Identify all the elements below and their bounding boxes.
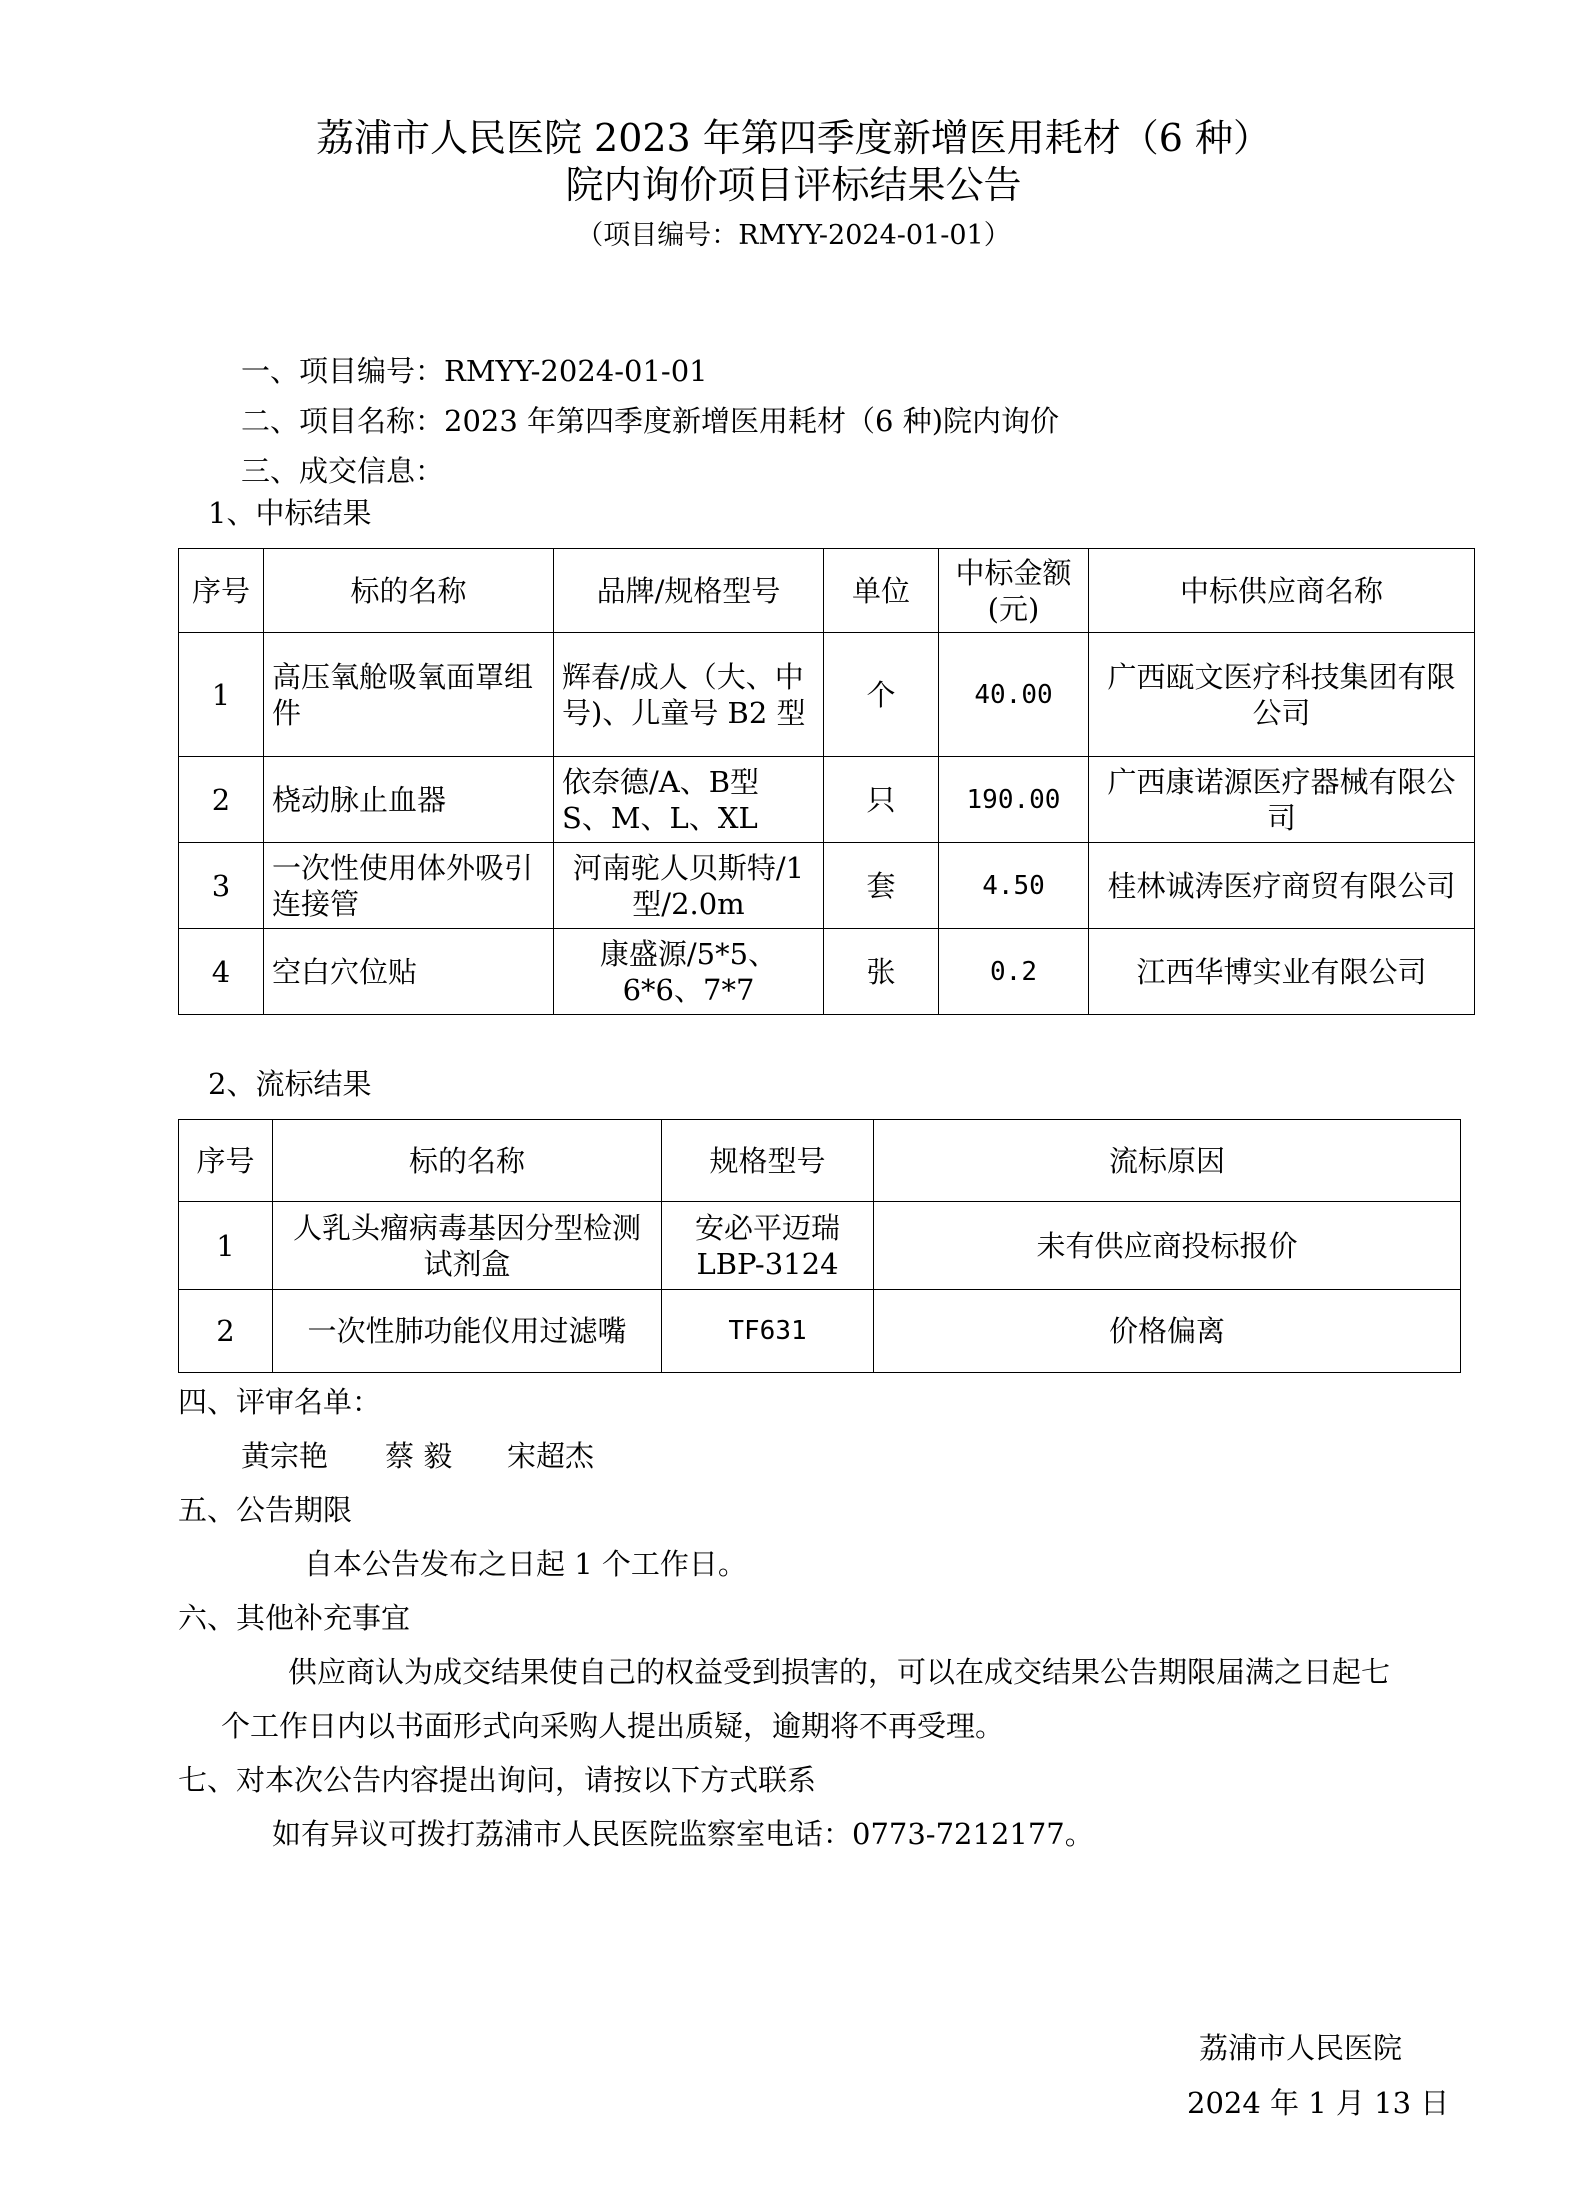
issue-date: 2024 年 1 月 13 日 [1187,2086,1450,2120]
row-supplier: 广西康诺源医疗器械有限公司 [1089,757,1475,843]
row-no: 4 [179,929,264,1015]
row-item-name: 人乳头瘤病毒基因分型检测试剂盒 [273,1202,662,1290]
row-item-name: 桡动脉止血器 [264,757,554,843]
row-brand-spec: 河南驼人贝斯特/1 型/2.0m [554,843,824,929]
col-header-unit: 单位 [824,549,939,633]
row-unit: 只 [824,757,939,843]
notice-period-text: 自本公告发布之日起 1 个工作日。 [304,1547,747,1581]
winning-results-table [178,548,1475,1015]
row-item-name: 一次性肺功能仪用过滤嘴 [273,1290,662,1373]
row-item-name: 高压氧舱吸氧面罩组件 [264,633,554,757]
row-no: 3 [179,843,264,929]
table-row [179,843,1475,929]
row-supplier: 广西瓯文医疗科技集团有限公司 [1089,633,1475,757]
col-header-reason: 流标原因 [874,1120,1461,1202]
row-item-name: 一次性使用体外吸引连接管 [264,843,554,929]
col-header-item-name: 标的名称 [273,1120,662,1202]
other-matters-text-line2: 个工作日内以书面形式向采购人提出质疑，逾期将不再受理。 [221,1709,1005,1743]
winning-header-row [179,549,1475,633]
review-list-heading: 四、评审名单： [178,1385,382,1419]
row-unit: 个 [824,633,939,757]
table-row [179,1202,1461,1290]
row-item-name: 空白穴位贴 [264,929,554,1015]
failed-results-table [178,1119,1461,1373]
row-no: 1 [179,1202,273,1290]
reviewer-name: 宋超杰 [507,1439,595,1473]
row-reason: 价格偏离 [874,1290,1461,1373]
col-header-item-name: 标的名称 [264,549,554,633]
issuer-name: 荔浦市人民医院 [1199,2031,1403,2065]
col-header-no: 序号 [179,549,264,633]
project-name-line: 二、项目名称：2023 年第四季度新增医用耗材（6 种)院内询价 [241,404,1060,438]
failed-results-heading: 2、流标结果 [208,1067,372,1101]
deal-info-heading: 三、成交信息： [241,454,445,488]
other-matters-text-line1: 供应商认为成交结果使自己的权益受到损害的，可以在成交结果公告期限届满之日起七 [288,1655,1391,1689]
table-row [179,929,1475,1015]
row-brand-spec: 康盛源/5*5、6*6、7*7 [554,929,824,1015]
col-header-no: 序号 [179,1120,273,1202]
row-supplier: 桂林诚涛医疗商贸有限公司 [1089,843,1475,929]
failed-header-row [179,1120,1461,1202]
col-header-brand-spec: 品牌/规格型号 [554,549,824,633]
document-title-line2: 院内询价项目评标结果公告 [565,163,1022,207]
row-no: 1 [179,633,264,757]
contact-heading: 七、对本次公告内容提出询问，请按以下方式联系 [178,1763,817,1797]
row-amount: 190.00 [939,757,1089,843]
other-matters-heading: 六、其他补充事宜 [178,1601,411,1635]
row-unit: 张 [824,929,939,1015]
col-header-amount: 中标金额(元) [939,549,1089,633]
project-code-note: （项目编号：RMYY-2024-01-01） [576,220,1011,251]
row-brand-spec: 辉春/成人（大、中号)、儿童号 B2 型 [554,633,824,757]
contact-text: 如有异议可拨打荔浦市人民医院监察室电话：0773-7212177。 [272,1817,1094,1851]
table-row [179,757,1475,843]
row-amount: 40.00 [939,633,1089,757]
row-no: 2 [179,757,264,843]
document-title-line1: 荔浦市人民医院 2023 年第四季度新增医用耗材（6 种） [315,116,1272,160]
col-header-supplier: 中标供应商名称 [1089,549,1475,633]
project-code-line: 一、项目编号：RMYY-2024-01-01 [241,354,708,388]
table-row [179,633,1475,757]
row-reason: 未有供应商投标报价 [874,1202,1461,1290]
row-spec: 安必平迈瑞 LBP-3124 [662,1202,874,1290]
row-unit: 套 [824,843,939,929]
row-brand-spec: 依奈德/A、B型 S、M、L、XL [554,757,824,843]
row-spec: TF631 [662,1290,874,1373]
notice-period-heading: 五、公告期限 [178,1493,353,1527]
row-amount: 0.2 [939,929,1089,1015]
col-header-spec: 规格型号 [662,1120,874,1202]
row-amount: 4.50 [939,843,1089,929]
row-supplier: 江西华博实业有限公司 [1089,929,1475,1015]
winning-results-heading: 1、中标结果 [208,496,372,530]
table-row [179,1290,1461,1373]
reviewer-name: 蔡 毅 [385,1439,453,1473]
row-no: 2 [179,1290,273,1373]
reviewer-name: 黄宗艳 [241,1439,329,1473]
